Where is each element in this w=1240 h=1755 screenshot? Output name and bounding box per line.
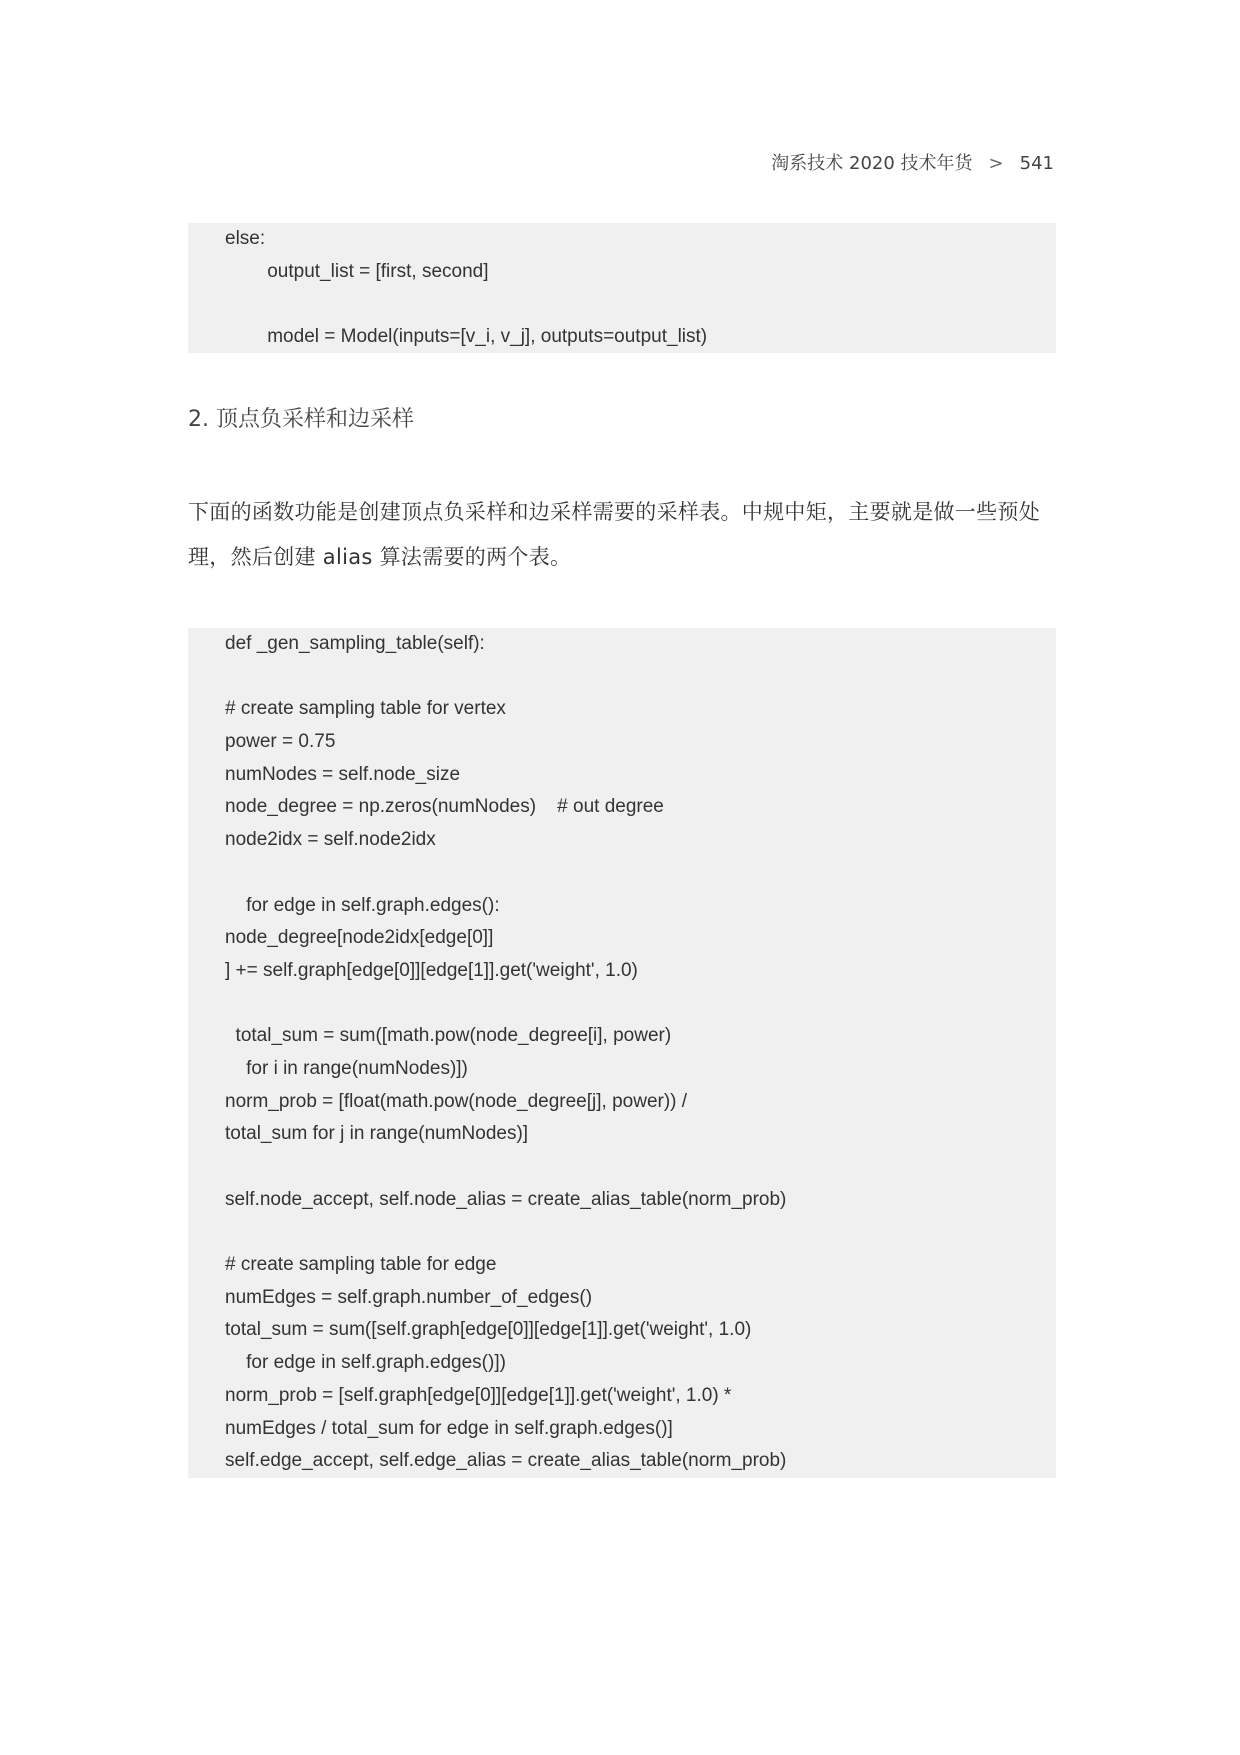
book-title: 淘系技术 2020 技术年货 (771, 153, 973, 174)
code-line: # create sampling table for vertex (225, 698, 506, 720)
code-line (225, 988, 1056, 1021)
code-line: for edge in self.graph.edges(): (225, 894, 500, 916)
code-line: for edge in self.graph.edges()]) (225, 1352, 506, 1374)
code-line: numEdges = self.graph.number_of_edges() (225, 1286, 593, 1308)
page-header (771, 150, 1054, 178)
code-line: node2idx = self.node2idx (225, 829, 436, 851)
code-line: def _gen_sampling_table(self): (225, 633, 485, 654)
code-line: output_list = [first, second] (225, 260, 489, 282)
code-line: total_sum = sum([math.pow(node_degree[i], power) (225, 1025, 672, 1047)
code-line: model = Model(inputs=[v_i, v_j], outputs=output_list) (225, 326, 708, 348)
code-line: else: (225, 228, 266, 249)
code-block-2 (188, 628, 1056, 1478)
code-line: total_sum = sum([self.graph[edge[0]][edge[1]].get('weight', 1.0) (225, 1319, 752, 1341)
section-heading: 2. 顶点负采样和边采样 (188, 407, 414, 432)
code-line (225, 1216, 1056, 1249)
body-paragraph: 下面的函数功能是创建顶点负采样和边采样需要的采样表。中规中矩，主要就是做一些预处理，然后创建 alias 算法需要的两个表。 (188, 500, 1040, 569)
code-line (225, 857, 1056, 890)
code-line: ] += self.graph[edge[0]][edge[1]].get('weight', 1.0) (225, 959, 638, 981)
code-line: total_sum for j in range(numNodes)] (225, 1123, 529, 1145)
code-line: self.node_accept, self.node_alias = create_alias_table(norm_prob) (225, 1188, 787, 1210)
code-line: numNodes = self.node_size (225, 763, 461, 785)
code-line: for i in range(numNodes)]) (225, 1057, 468, 1079)
code-line: node_degree[node2idx[edge[0]] (225, 927, 494, 949)
code-block-1 (188, 223, 1056, 353)
code-line (225, 661, 1056, 694)
header-separator: > (988, 153, 1004, 174)
code-line: self.edge_accept, self.edge_alias = create_alias_table(norm_prob) (225, 1450, 787, 1472)
code-line: node_degree = np.zeros(numNodes) # out degree (225, 796, 664, 818)
code-line: norm_prob = [self.graph[edge[0]][edge[1]].get('weight', 1.0) * (225, 1384, 732, 1406)
code-line: power = 0.75 (225, 731, 336, 753)
code-line (225, 288, 1056, 321)
code-line (225, 1151, 1056, 1184)
code-line: numEdges / total_sum for edge in self.graph.edges()] (225, 1417, 673, 1439)
code-line: # create sampling table for edge (225, 1254, 497, 1276)
code-line: norm_prob = [float(math.pow(node_degree[j], power)) / (225, 1090, 688, 1112)
page-number: 541 (1019, 153, 1054, 174)
